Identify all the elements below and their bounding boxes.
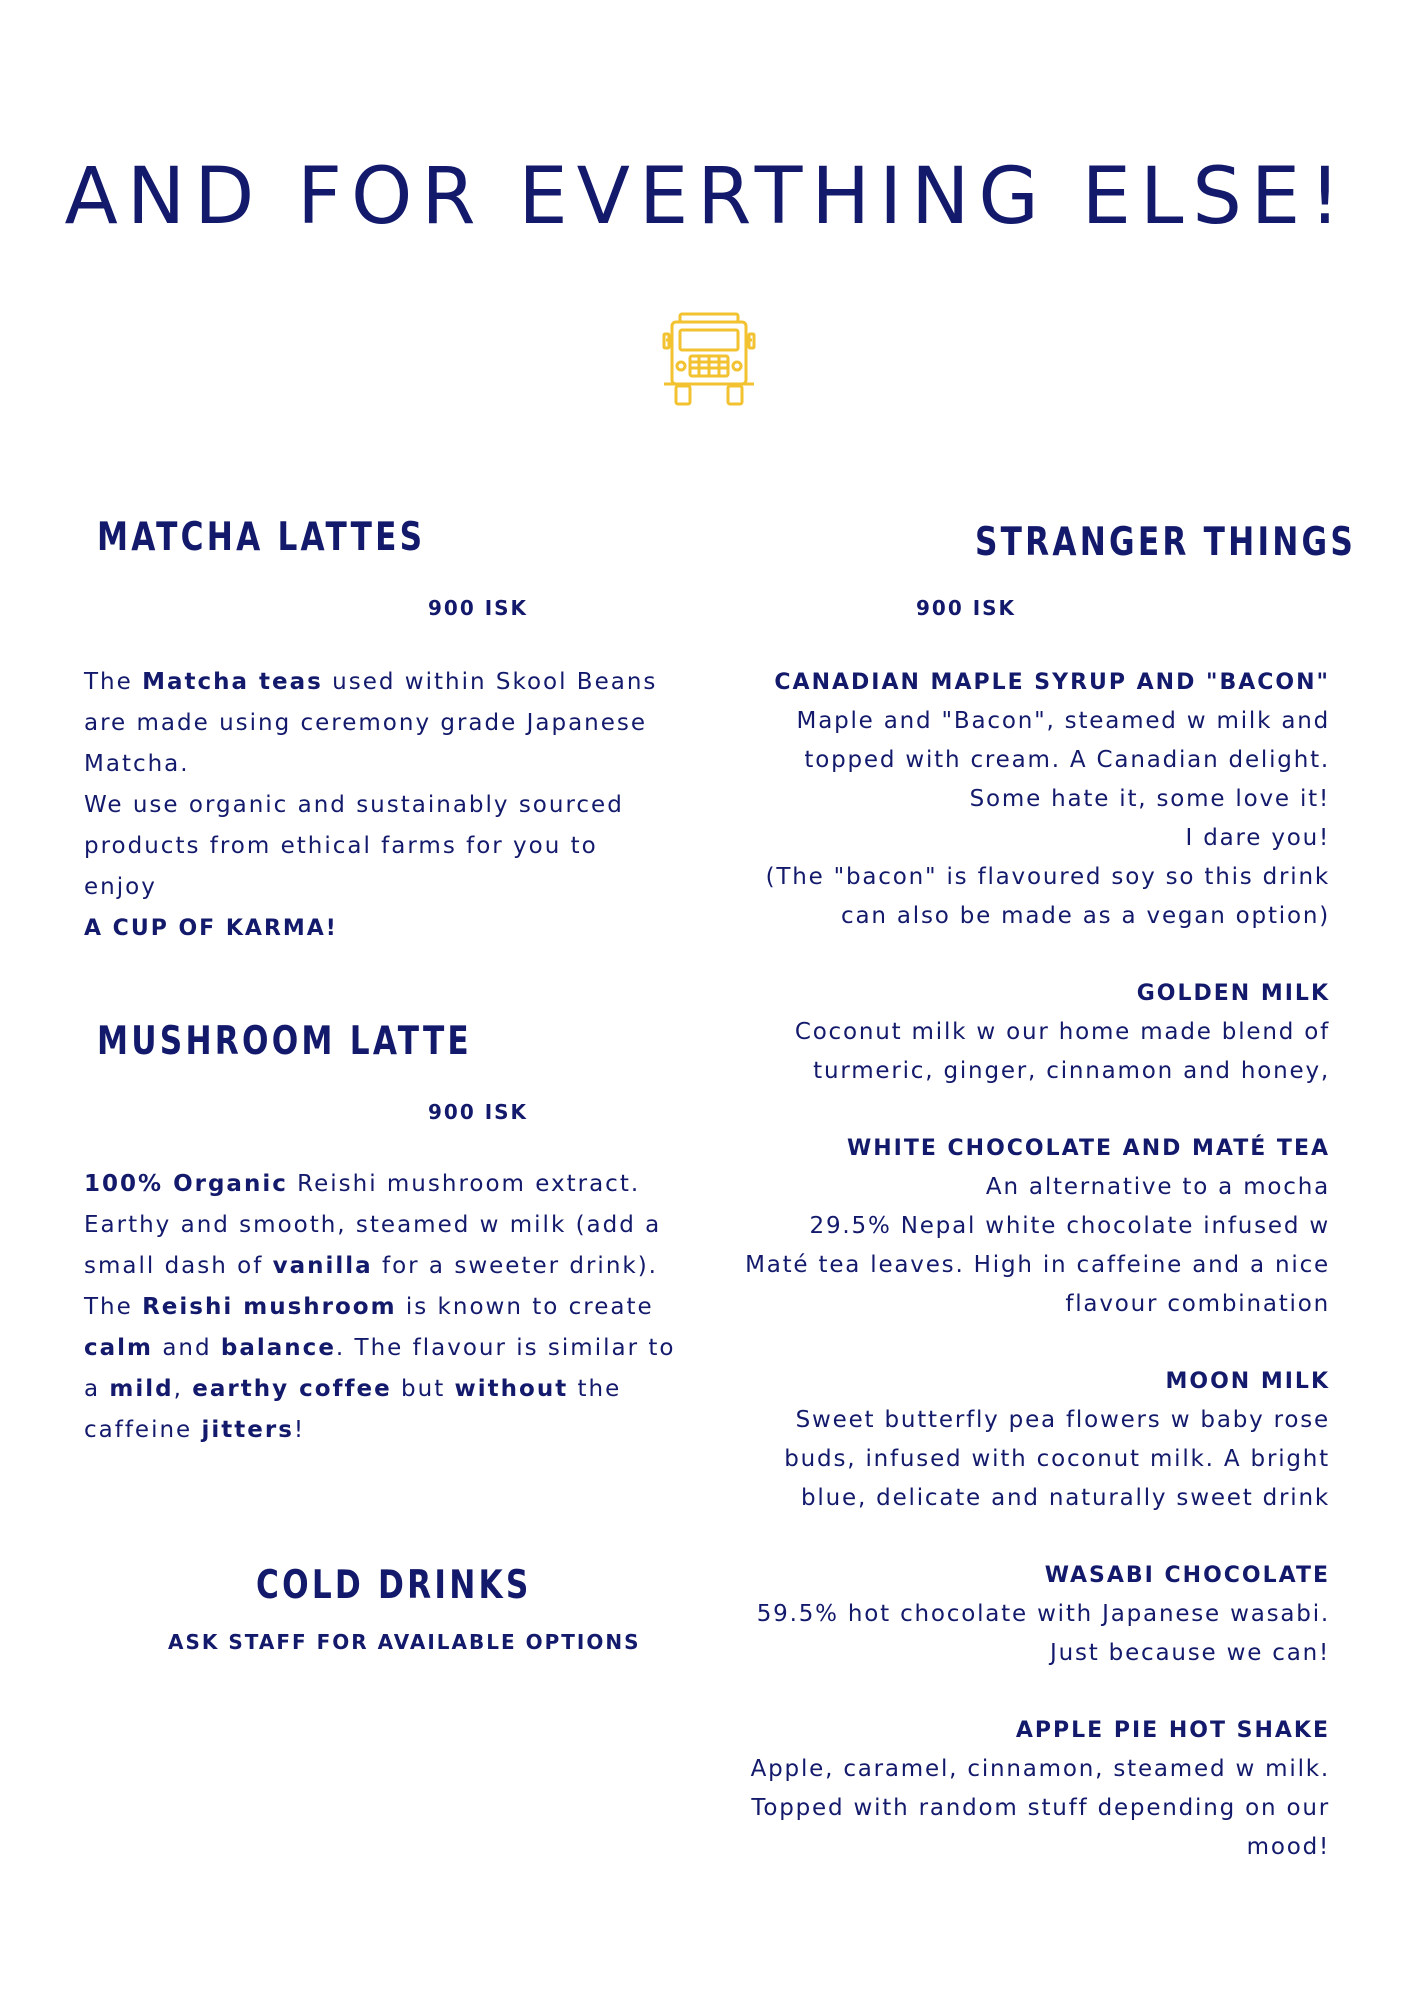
matcha-line-4: We use organic and sustainably sourced: [84, 792, 624, 818]
matcha-line-5: products from ethical farms for you to: [84, 833, 598, 859]
matcha-line-2: are made using ceremony grade Japanese: [84, 710, 648, 736]
drink-name: APPLE PIE HOT SHAKE: [1015, 1718, 1330, 1743]
matcha-line-6: enjoy: [84, 874, 157, 900]
drink-desc-line: Maple and "Bacon", steamed w milk and: [796, 708, 1330, 734]
cold-drinks-note: ASK STAFF FOR AVAILABLE OPTIONS: [168, 1630, 641, 1654]
mushroom-line-6: a mild, earthy coffee but without the: [84, 1376, 622, 1402]
drink-desc-line: blue, delicate and naturally sweet drink: [801, 1485, 1330, 1511]
cold-drinks-heading: COLD DRINKS: [256, 1563, 532, 1608]
drink-item: [710, 975, 1330, 1091]
mushroom-line-7: caffeine jitters!: [84, 1417, 306, 1443]
drink-item: [710, 664, 1330, 936]
drink-desc-line: turmeric, ginger, cinnamon and honey,: [813, 1058, 1330, 1084]
drink-name: WASABI CHOCOLATE: [1044, 1563, 1330, 1588]
drink-desc-line: Topped with random stuff depending on our: [751, 1795, 1330, 1821]
stranger-things-price: 900 ISK: [916, 596, 1017, 620]
school-bus-icon: [660, 310, 758, 410]
mushroom-line-4: The Reishi mushroom is known to create: [84, 1294, 654, 1320]
drink-desc-line: mood!: [1246, 1834, 1330, 1860]
drink-name: GOLDEN MILK: [1136, 981, 1330, 1006]
drink-desc-line: topped with cream. A Canadian delight.: [804, 747, 1330, 773]
matcha-line-3: Matcha.: [84, 751, 190, 777]
drink-name: MOON MILK: [1165, 1369, 1330, 1394]
mushroom-line-2: Earthy and smooth, steamed w milk (add a: [84, 1212, 662, 1238]
mushroom-description: [84, 1164, 675, 1451]
drink-name: CANADIAN MAPLE SYRUP AND "BACON": [774, 670, 1330, 695]
drink-item: [710, 1712, 1330, 1867]
drink-desc-line: buds, infused with coconut milk. A bright: [784, 1446, 1330, 1472]
drink-desc-line: An alternative to a mocha: [985, 1174, 1330, 1200]
stranger-things-list: [710, 664, 1330, 1867]
stranger-things-heading: STRANGER THINGS: [975, 520, 1357, 565]
drink-desc-line: 29.5% Nepal white chocolate infused w: [809, 1213, 1330, 1239]
page-title: AND FOR EVERTHING ELSE!: [64, 152, 1350, 242]
drink-desc-line: Apple, caramel, cinnamon, steamed w milk.: [750, 1756, 1330, 1782]
drink-desc-line: flavour combination: [1065, 1291, 1330, 1317]
drink-desc-line: Just because we can!: [1050, 1640, 1330, 1666]
drink-desc-line: Maté tea leaves. High in caffeine and a nice: [745, 1252, 1330, 1278]
drink-name: WHITE CHOCOLATE AND MATÉ TEA: [846, 1136, 1330, 1161]
drink-desc-line: I dare you!: [1185, 825, 1330, 851]
drink-desc-line: Some hate it, some love it!: [969, 786, 1330, 812]
matcha-heading: MATCHA LATTES: [97, 515, 426, 560]
drink-desc-line: Sweet butterfly pea flowers w baby rose: [795, 1407, 1330, 1433]
drink-desc-line: 59.5% hot chocolate with Japanese wasabi.: [756, 1601, 1330, 1627]
drink-desc-line: (The "bacon" is flavoured soy so this drink: [765, 864, 1330, 890]
mushroom-heading: MUSHROOM LATTE: [97, 1019, 472, 1064]
drink-item: [710, 1130, 1330, 1324]
matcha-description: [84, 662, 657, 949]
drink-desc-line: Coconut milk w our home made blend of: [794, 1019, 1330, 1045]
drink-item: [710, 1557, 1330, 1673]
matcha-price: 900 ISK: [428, 596, 529, 620]
drink-desc-line: can also be made as a vegan option): [841, 903, 1330, 929]
mushroom-line-5: calm and balance. The flavour is similar to: [84, 1335, 676, 1361]
mushroom-line-1: 100% Organic Reishi mushroom extract.: [84, 1171, 641, 1197]
mushroom-price: 900 ISK: [428, 1100, 529, 1124]
matcha-line-1: The Matcha teas used within Skool Beans: [84, 669, 658, 695]
mushroom-line-3: small dash of vanilla for a sweeter drink).: [84, 1253, 658, 1279]
drink-item: [710, 1363, 1330, 1518]
matcha-tagline: A CUP OF KARMA!: [84, 916, 338, 941]
